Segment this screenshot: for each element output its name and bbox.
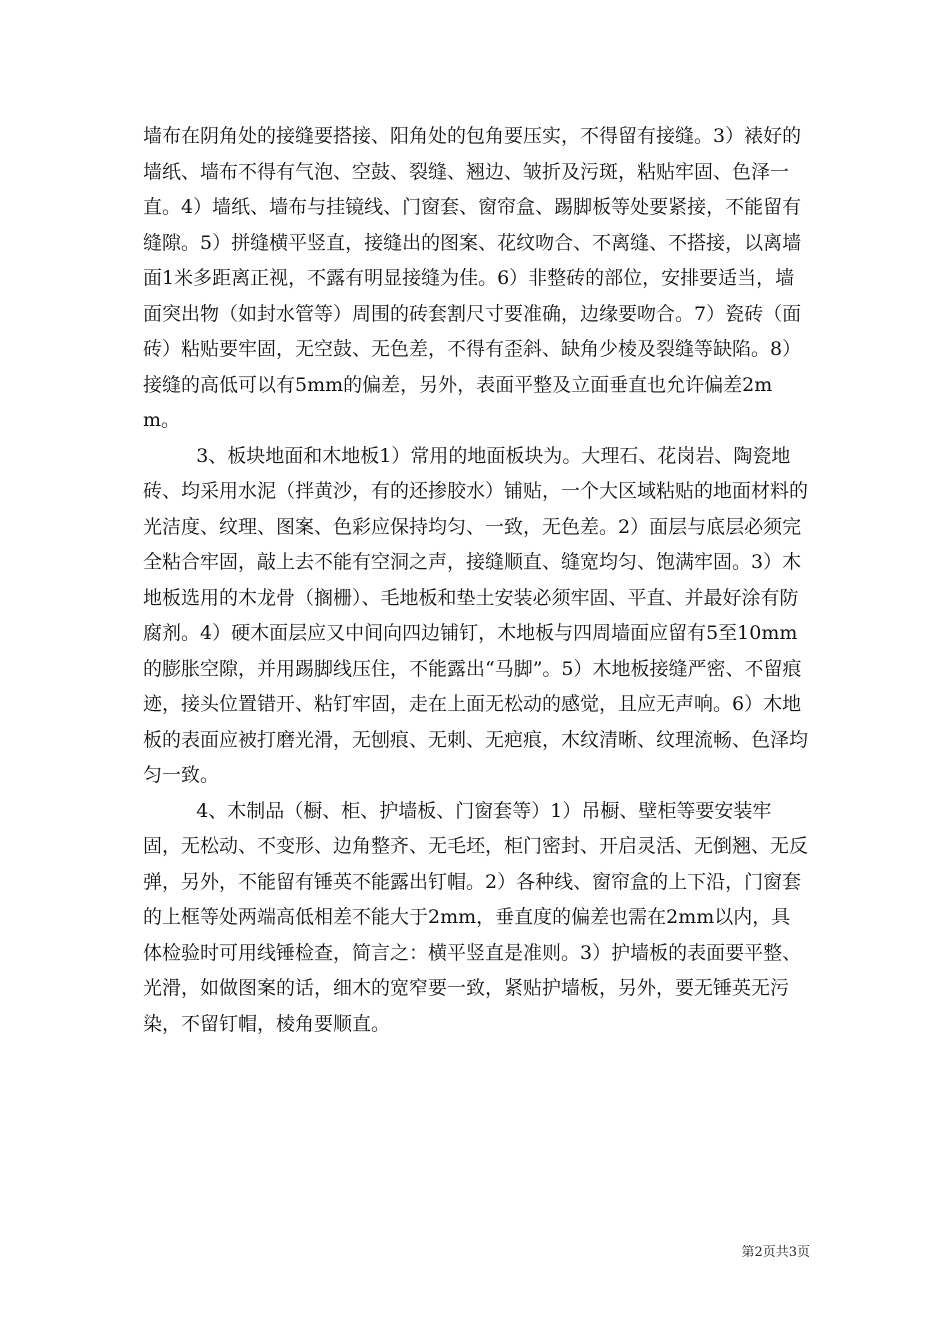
paragraph-wall-covering-continued: 墙布在阴角处的接缝要搭接、阳角处的包角要压实，不得留有接缝。3）裱好的墙纸、墙布不得有气泡、空鼓、裂缝、翘边、皱折及污斑，粘贴牢固、色泽一直。4）墙纸、墙布与挂镜线、门窗套、窗帘盒、踢脚板等处要紧接，不能留有缝隙。5）拼缝横平竖直，接缝出的图案、花纹吻合、不离缝、不搭接，以离墙面1米多距离正视，不露有明显接缝为佳。6）非整砖的部位，安排要适当，墙面突出物（如封水管等）周围的砖套割尺寸要准确，边缘要吻合。7）瓷砖（面砖）粘贴要牢固，无空鼓、无色差，不得有歪斜、缺角少棱及裂缝等缺陷。8）接缝的高低可以有5mm的偏差，另外，表面平整及立面垂直也允许偏差2mm。 [143,125,802,431]
paragraph-woodwork: 4、木制品（橱、柜、护墙板、门窗套等）1）吊橱、壁柜等要安装牢固，无松动、不变形、边角整齐、无毛坯，柜门密封、开启灵活、无倒翘、无反弹，另外，不能留有锤英不能露出钉帽。2）各种线、窗帘盒的上下沿，门窗套的上框等处两端高低相差不能大于2mm，垂直度的偏差也需在2mm以内，具体检验时可用线锤检查，简言之：横平竖直是准则。3）护墙板的表面要平整、光滑，如做图案的话，细木的宽窄要一致，紧贴护墙板，另外，要无锤英无污染，不留钉帽，棱角要顺直。 [143,799,809,1035]
document-body [143,119,809,1042]
paragraph-floor-tiles-and-wood-flooring: 3、板块地面和木地板1）常用的地面板块为。大理石、花岗岩、陶瓷地砖、均采用水泥（拌黄沙，有的还掺胶水）铺贴，一个大区域粘贴的地面材料的光洁度、纹理、图案、色彩应保持均匀、一致，无色差。2）面层与底层必须完全粘合牢固，敲上去不能有空洞之声，接缝顺直、缝宽均匀、饱满牢固。3）木地板选用的木龙骨（搁栅）、毛地板和垫土安装必须牢固、平直、并最好涂有防腐剂。4）硬木面层应又中间向四边铺钉，木地板与四周墙面应留有5至10mm的膨胀空隙，并用踢脚线压住，不能露出“马脚”。5）木地板接缝严密、不留痕迹，接头位置错开、粘钉牢固，走在上面无松动的感觉，且应无声响。6）木地板的表面应被打磨光滑，无刨痕、无刺、无疤痕，木纹清晰、纹理流畅、色泽均匀一致。 [143,444,809,786]
page-number: 第2页共3页 [741,1245,810,1260]
